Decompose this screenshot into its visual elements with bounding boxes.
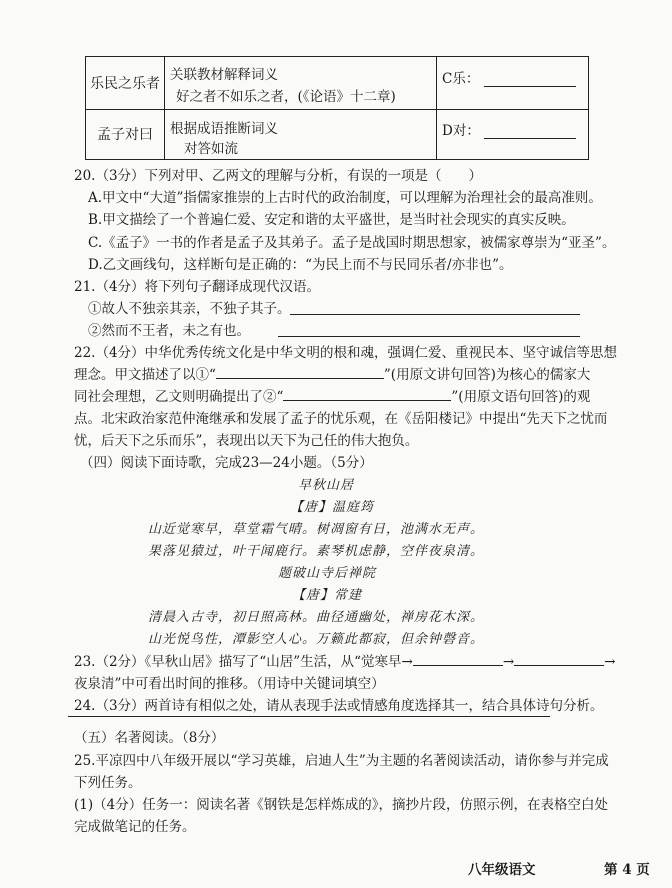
q22-text: ”(用原文语句回答)的观: [451, 389, 591, 405]
q22-line-1: 22.（4分）中华优秀传统文化是中华文明的根和魂，强调仁爱、重视民本、坚守诚信等思想: [74, 345, 618, 361]
vocab-table: [85, 56, 589, 160]
poem-2-author: 【唐】常建: [292, 588, 363, 603]
poem-1-title: 早秋山居: [298, 478, 355, 493]
q20-option-d: D.乙文画线句，这样断句是正确的：“为民上而不与民同乐者/亦非也”。: [88, 257, 513, 273]
table-cell-term: 乐民之乐者: [86, 57, 165, 109]
table-cell-method: [164, 109, 437, 159]
q25-line-4: 完成做笔记的任务。: [74, 819, 196, 835]
q22-text: ”(用原文讲句回答)为核心的儒家大: [383, 367, 591, 383]
table-cell-answer: [436, 109, 588, 159]
q22-text: 理念。甲文描述了以①“: [74, 367, 216, 383]
q20-option-c: C.《孟子》一书的作者是孟子及其弟子。孟子是战国时期思想家，被儒家尊崇为“亚圣”。: [88, 235, 616, 251]
table-row: [86, 109, 588, 159]
q20-option-a: A.甲文中“大道”指儒家推崇的上古时代的政治制度，可以理解为治理社会的最高准则。: [88, 190, 602, 206]
poem-2-line-2: 山光悦鸟性，潭影空人心。万籁此都寂，但余钟磬音。: [148, 632, 485, 647]
example-text: 对答如流: [184, 141, 238, 157]
q23-blank-2[interactable]: [514, 653, 604, 666]
q20-option-b: B.甲文描绘了一个普遍仁爱、安定和谐的太平盛世，是当时社会现实的真实反映。: [88, 212, 575, 228]
q23-blank-1[interactable]: [413, 653, 503, 666]
q25-line-2: 下列任务。: [74, 775, 142, 791]
q20-stem: 20.（3分）下列对甲、乙两文的理解与分析，有误的一项是（ ）: [74, 168, 483, 184]
poem-1-line-2: 果落见猿过，叶干闻鹿行。素琴机虑静，空伴夜泉清。: [148, 544, 485, 559]
q22-line-2: [74, 363, 590, 383]
answer-label: D对：: [442, 123, 480, 139]
q22-blank-2[interactable]: [283, 388, 451, 401]
q24-answer-line[interactable]: [68, 716, 550, 717]
section-5-heading: （五）名著阅读。（8分）: [74, 730, 225, 746]
q22-blank-1[interactable]: [216, 366, 384, 379]
table-cell-term: 孟子对曰: [86, 109, 165, 159]
q21-answer-line-2[interactable]: [278, 322, 580, 337]
poem-1-line-1: 山近觉寒早，草堂霜气晴。树凋窗有日，池满水无声。: [148, 522, 485, 537]
answer-blank[interactable]: [484, 138, 576, 139]
method-text: 根据成语推断词义: [170, 121, 278, 137]
q22-line-4: 点。北宋政治家范仲淹继承和发展了孟子的忧乐观，在《岳阳楼记》中提出“先天下之忧而: [74, 411, 608, 427]
answer-label: C乐：: [442, 71, 480, 87]
q22-text: 同社会理想，乙文则明确提出了②“: [74, 389, 284, 405]
table-row: [86, 57, 588, 110]
table-cell-answer: [436, 57, 588, 109]
q23-arrow: →: [604, 654, 616, 670]
q25-line-3: (1)（4分）任务一：阅读名著《钢铁是怎样炼成的》，摘抄片段，仿照示例，在表格空白处: [74, 797, 608, 813]
method-text: 关联教材解释词义: [170, 67, 278, 83]
answer-blank[interactable]: [484, 86, 576, 87]
poem-1-author: 【唐】温庭筠: [290, 500, 375, 515]
example-text: 好之者不如乐之者，(《论语》十二章): [176, 89, 396, 105]
q21-stem: 21.（4分）将下列句子翻译成现代汉语。: [74, 279, 321, 295]
table-cell-method: [164, 57, 437, 109]
q25-line-1: 25.平凉四中八年级开展以“学习英雄，启迪人生”为主题的名著阅读活动，请你参与并完成: [74, 753, 609, 769]
q23-text: 23.（2分）《早秋山居》描写了“山居”生活，从“觉寒早→: [74, 654, 413, 670]
q23-line-2: 夜泉清”中可看出时间的推移。（用诗中关键词填空）: [74, 676, 385, 692]
section-4-heading: （四）阅读下面诗歌，完成23—24小题。（5分）: [80, 455, 373, 471]
q22-line-5: 忧，后天下之乐而乐”，表现出以天下为己任的伟大抱负。: [74, 433, 419, 449]
q23-arrow: →: [502, 654, 515, 670]
q21-answer-line-1[interactable]: [290, 300, 580, 315]
q23-line-1: [74, 650, 615, 670]
footer-page: 第 4 页: [604, 862, 650, 878]
poem-2-title: 题破山寺后禅院: [278, 566, 377, 581]
q22-line-3: [74, 385, 590, 405]
q21-item-2: ②然而不王者，未之有也。: [88, 323, 250, 339]
footer-grade: 八年级语文: [468, 862, 536, 878]
poem-2-line-1: 清晨入古寺，初日照高林。曲径通幽处，禅房花木深。: [148, 610, 485, 625]
q21-item-1: ①故人不独亲其亲，不独子其子。: [88, 301, 291, 317]
q24-stem: 24.（3分）两首诗有相似之处，请从表现手法或情感角度选择其一，结合具体诗句分析。: [74, 698, 604, 714]
